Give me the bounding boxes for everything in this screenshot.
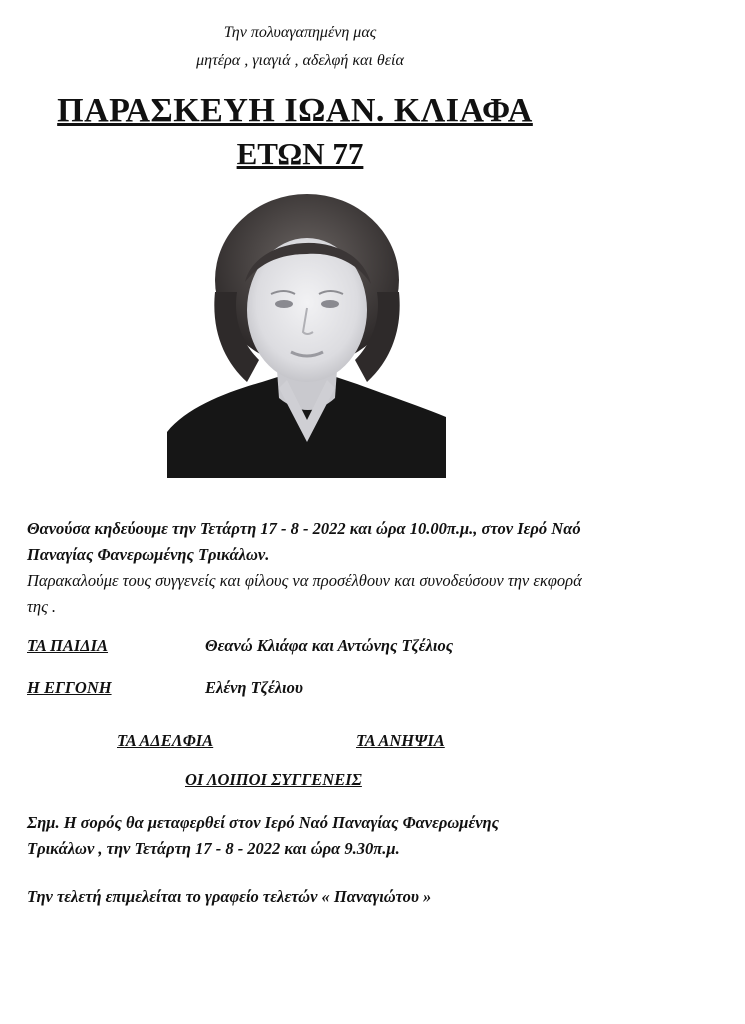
nephews-label: ΤΑ ΑΝΗΨΙΑ bbox=[356, 731, 445, 750]
funeral-announcement-line-1: Θανούσα κηδεύουμε την Τετάρτη 17 - 8 - 2022 και ώρα 10.00π.μ., στον Ιερό Ναό bbox=[27, 519, 581, 538]
undertaker-text: Την τελετή επιμελείται το γραφείο τελετών « Παναγιώτου » bbox=[27, 887, 432, 906]
intro-line-2: μητέρα , γιαγιά , αδελφή και θεία bbox=[196, 52, 404, 69]
siblings-label: ΤΑ ΑΔΕΛΦΙΑ bbox=[117, 731, 214, 750]
note-line-1: Σημ. Η σορός θα μεταφερθεί στον Ιερό Ναό Παναγίας Φανερωμένης bbox=[27, 813, 499, 832]
granddaughter-name: Ελένη Τζέλιου bbox=[205, 678, 303, 697]
other-relatives-label: ΟΙ ΛΟΙΠΟΙ ΣΥΓΓΕΝΕΙΣ bbox=[185, 770, 362, 789]
children-label: ΤΑ ΠΑΙΔΙΑ bbox=[27, 636, 109, 655]
intro-line-1: Την πολυαγαπημένη μας bbox=[223, 24, 377, 41]
funeral-announcement-line-2: Παναγίας Φανερωμένης Τρικάλων. bbox=[27, 545, 270, 564]
deceased-name: ΠΑΡΑΣΚΕΥΗ ΙΩΑΝ. ΚΛΙΑΦΑ bbox=[57, 92, 533, 129]
invitation-line-1: Παρακαλούμε τους συγγενείς και φίλους να προσέλθουν και συνοδεύσουν την εκφορά bbox=[27, 571, 582, 590]
portrait-photo bbox=[167, 192, 446, 478]
granddaughter-label: Η ΕΓΓΟΝΗ bbox=[27, 678, 112, 697]
children-names: Θεανώ Κλιάφα και Αντώνης Τζέλιος bbox=[205, 636, 454, 655]
note-line-2: Τρικάλων , την Τετάρτη 17 - 8 - 2022 και ώρα 9.30π.μ. bbox=[27, 839, 400, 858]
invitation-line-2: της . bbox=[27, 597, 57, 616]
deceased-age: ΕΤΩΝ 77 bbox=[236, 136, 364, 171]
